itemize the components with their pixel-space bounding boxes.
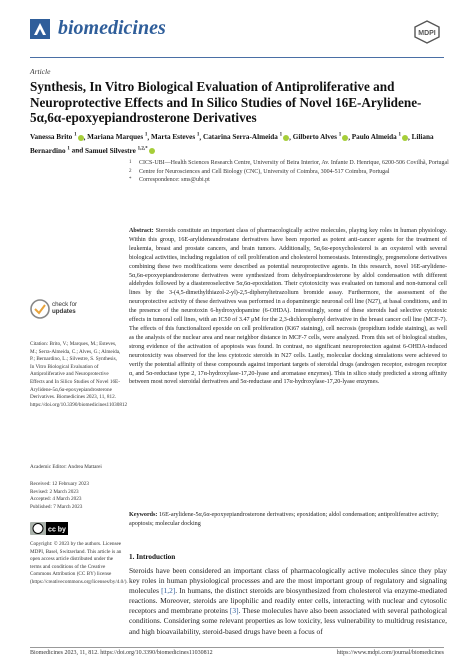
academic-editor: Academic Editor: Andrea Mattarei: [30, 464, 102, 470]
affiliation-text: CICS-UBI—Health Sciences Research Centre, University of Beira Interior, Av. Infante D. Henrique, 6200-506 Covilhã, Portugal: [139, 160, 449, 166]
check-updates-line2: updates: [52, 308, 76, 315]
reference-link[interactable]: [1,2]: [161, 586, 176, 596]
revised-date: Revised: 2 March 2023: [30, 488, 79, 495]
author[interactable]: Samuel Silvestre $^{1,2,*}$: [85, 147, 155, 155]
journal-logo-icon: [30, 19, 50, 39]
author[interactable]: Vanessa Brito $^1$: [30, 133, 84, 141]
affiliation-mark: 2: [129, 168, 132, 174]
article-title: Synthesis, In Vitro Biological Evaluation of Antiproliferative and Neuroprotective Effects and In Silico Studies of Novel 16E-Arylidene-5α,6α-epoxyepiandrosterone Derivatives: [30, 79, 422, 125]
intro-text-part: . In humans, the distinct steroids are biosynthesized from cholesterol via enzyme-mediated reactions. Moreover, steroids are lipophilic and readily enter cells, interacting with nuclear and cytosolic receptors and membrane proteins: [129, 586, 447, 616]
affiliations: [129, 159, 449, 185]
footer-doi[interactable]: Biomedicines 2023, 11, 812. https://doi.org/10.3390/biomedicines11030812: [30, 650, 213, 656]
author[interactable]: Paulo Almeida $^1$: [352, 133, 408, 141]
header-divider: [30, 57, 444, 58]
publication-dates: [30, 481, 122, 511]
cc-by-license-icon[interactable]: [30, 522, 68, 535]
affiliation-mark: *: [129, 177, 132, 183]
affiliation-item: [129, 159, 449, 168]
intro-text-part: . These molecules have also been associated with several pathological conditions. Considering some relevant properties as low toxicity, less vulnerability to multidrug resistance, and high bioavailability, steroid-based drugs have been a focus of: [129, 606, 447, 636]
affiliation-text: Correspondence: sms@ubi.pt: [139, 177, 210, 184]
intro-text-part: Steroids have been considered an important class of pharmacologically active molecules since they play key roles in human physiological processes and are the most important group of regulatory and signaling molecules: [129, 566, 447, 596]
introduction-paragraph: [129, 566, 447, 637]
footer-divider: [30, 647, 444, 648]
affiliation-item: [129, 168, 449, 177]
footer-journal-url[interactable]: https://www.mdpi.com/journal/biomedicines: [336, 650, 444, 656]
orcid-icon[interactable]: [78, 135, 84, 141]
mdpi-logo-text: MDPI: [418, 30, 436, 37]
affiliation-mark: 1: [129, 160, 132, 165]
received-date: Received: 12 February 2023: [30, 481, 89, 487]
abstract-text: Steroids constitute an important class of pharmacologically active molecules, playing key roles in human physiology. Within this group, 16E-arylideneandrostane derivatives have been reported as potent anti-cancer agents for the treatment of leukemia, breast and prostate cancers, and brain tumors. Additionally, 5α,6α-epoxycholesterol is an oxysterol with several biological activities, including regulation of cell proliferation and cholesterol homeostasis. Interestingly, pregnenolone derivatives combining these two modifications were described as potential neuroprotective agents. In this research, novel 16E-arylidene-5α,6α-epoxyepiandrosterone derivatives were synthesized from dehydroepiandrosterone by aldol condensation with different aldehydes followed by a diastereoselective 5α,6α-epoxidation. Their cytotoxicity was evaluated on tumoral and non-tumoral cell lines by the 3-(4,5-dimethylthiazol-2-yl)-2,5-diphenyltetrazolium bromide assay. Furthermore, the assessment of the neuroprotective activity of these derivatives was performed in a dopaminergic neuronal cell line (N27), at basal conditions, and in the presence of the neurotoxin 6-hydroxydopamine (6-OHDA). Interestingly, some of these steroids had selective cytotoxic effects in tumoral cell lines, with an IC50 of 3.47 μM for the 2,3-dichlorophenyl derivative in the breast cancer cell line (MCF-7). The effects of this functionalized epoxide on cell proliferation (Ki67 staining), cell necrosis (propidium iodide staining), as well as the analysis of the nuclear area and near neighbor distance in MCF-7 cells, were analyzed. From this set of biological studies, strong evidence of the activation of apoptosis was found. In contrast, no significant neuroprotection against 6-OHDA-induced neurotoxicity was observed for the less cytotoxic steroids in N27 cells. Lastly, molecular docking simulations were achieved to verify the potential affinity of these compounds against important targets of steroidal drugs (androgen receptor, estrogen receptor α, and 5α-reductase type 2, 17α-hydroxylase-17,20-lyase and aromatase enzymes). This in silico study predicted a strong affinity between most novel steroidal derivatives and 5α-reductase and 17α-hydroxylase-17,20-lyase enzymes.: [129, 228, 447, 386]
section-heading-introduction: 1. Introduction: [129, 553, 176, 561]
published-date: Published: 7 March 2023: [30, 503, 83, 510]
check-for-updates-button[interactable]: [30, 298, 100, 328]
affiliation-text: Centre for Neurosciences and Cell Biology (CNC), University of Coimbra, 3004-517 Coimbra, Portugal: [139, 168, 390, 175]
keywords-text: 16E-arylidene-5α,6α-epoxyepiandrosterone derivatives; epoxidation; aldol condensation; antiproliferative activity; apoptosis; molecular docking: [129, 512, 439, 527]
orcid-icon[interactable]: [283, 135, 289, 141]
author[interactable]: Catarina Serra-Almeida $^1$: [203, 133, 289, 141]
orcid-icon[interactable]: [342, 135, 348, 141]
keywords: [129, 511, 447, 529]
mdpi-logo-icon[interactable]: [414, 20, 440, 44]
article-type: Article: [30, 67, 51, 76]
check-updates-line1: check for: [52, 301, 78, 308]
citation: Citation: Brito, V.; Marques, M.; Esteves, M.; Serra-Almeida, C.; Alves, G.; Almeida, P.; Bernardino, L.; Silvestre, S. Synthesis, In Vitro Biological Evaluation of Antiproliferative and Neuroprotective Effects and In Silico Studies of Novel 16E-Arylidene-5α,6α-epoxyepiandrosterone Derivatives. Biomedicines 2023, 11, 812. https://doi.org/10.3390/biomedicines11030812: [30, 341, 128, 408]
author-list: Vanessa Brito $^1$ , Mariana Marques $^1$, Marta Esteves $^1$, Catarina Serra-Almeida $^1$ , Gilberto Alves $^1$ , Paulo Almeida $^1$ , Liliana Bernardino $^1$ and Samuel Silvestre $^{1,2,*}$: [30, 133, 434, 155]
affiliation-item: [129, 176, 449, 185]
cc-badge-text: cc by: [48, 526, 66, 534]
orcid-icon[interactable]: [402, 135, 408, 141]
copyright-notice: Copyright: © 2023 by the authors. Licensee MDPI, Basel, Switzerland. This article is an open access article distributed under the terms and conditions of the Creative Commons Attribution (CC BY) license (https://creativecommons.org/licenses/by/4.0/).: [30, 541, 128, 585]
orcid-icon[interactable]: [149, 148, 155, 154]
abstract-label: Abstract:: [129, 228, 154, 234]
author[interactable]: Mariana Marques $^1$: [87, 133, 148, 142]
check-updates-icon: [30, 298, 50, 320]
author[interactable]: Marta Esteves $^1$: [151, 133, 200, 142]
journal-name[interactable]: biomedicines: [58, 17, 166, 39]
check-updates-text: [52, 301, 77, 315]
reference-link[interactable]: [3]: [229, 606, 239, 616]
author[interactable]: Liliana Bernardino $^1$: [30, 133, 434, 155]
abstract: [129, 227, 447, 387]
keywords-label: Keywords:: [129, 512, 158, 518]
accepted-date: Accepted: 4 March 2023: [30, 496, 82, 503]
author[interactable]: Gilberto Alves $^1$: [293, 133, 348, 141]
